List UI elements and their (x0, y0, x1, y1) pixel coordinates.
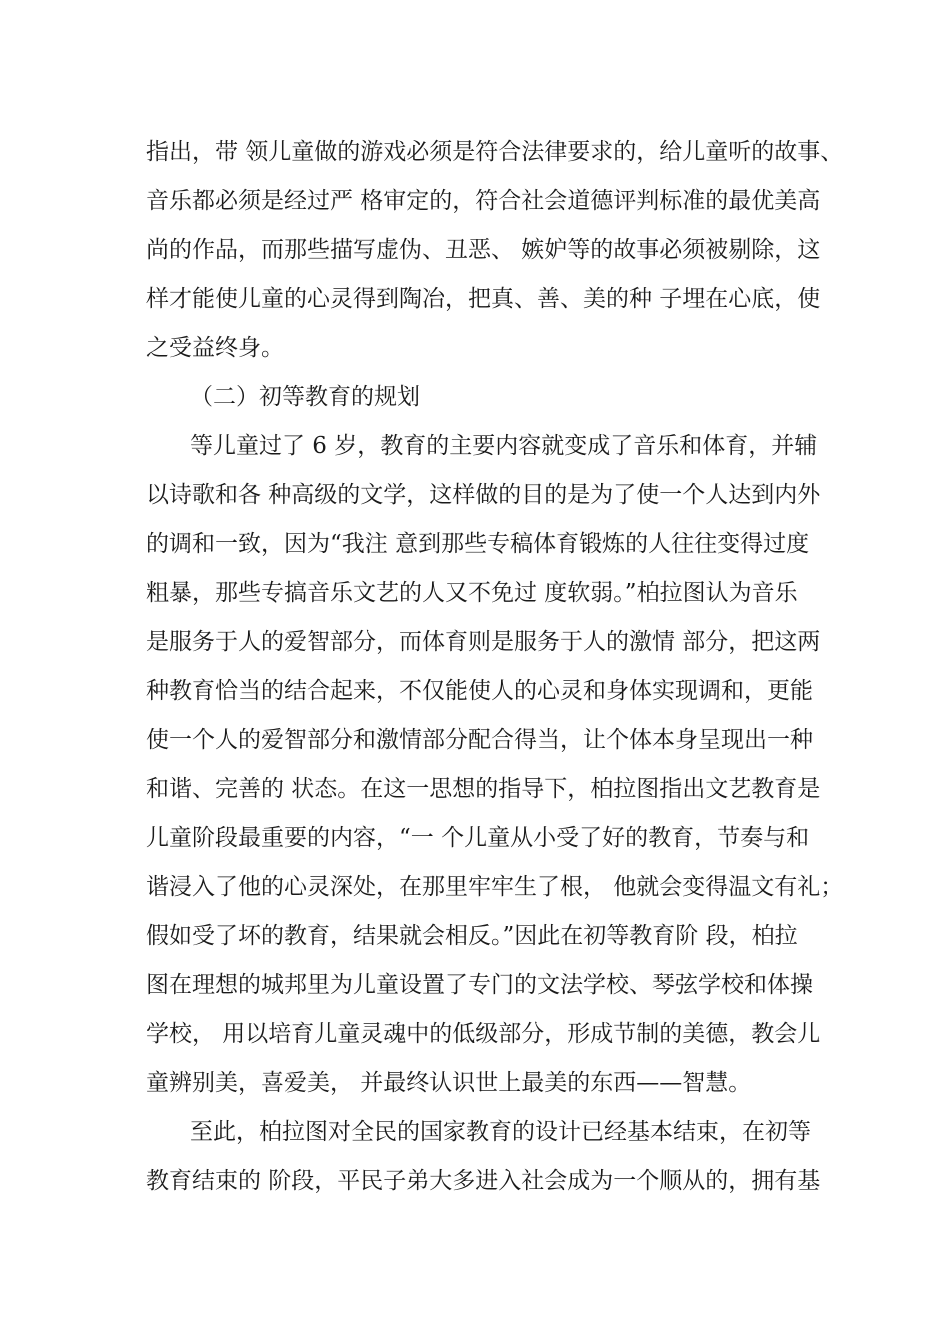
text-line: 等儿童过了 6 岁，教育的主要内容就变成了音乐和体育，并辅 (190, 433, 818, 459)
text-line: 音乐都必须是经过严 格审定的，符合社会道德评判标准的最优美高 (146, 188, 821, 214)
text-line: 学校， 用以培育儿童灵魂中的低级部分，形成节制的美德，教会儿 (146, 1021, 821, 1047)
text-line: 使一个人的爱智部分和激情部分配合得当，让个体本身呈现出一种 (146, 727, 813, 753)
text-line: 尚的作品，而那些描写虚伪、丑恶、 嫉妒等的故事必须被剔除，这 (146, 237, 821, 263)
text-line: 谐浸入了他的心灵深处，在那里牢牢生了根， 他就会变得温文有礼； (146, 874, 844, 900)
paragraph (146, 128, 844, 373)
heading-line: （二）初等教育的规划 (190, 384, 420, 410)
text-line: 教育结束的 阶段，平民子弟大多进入社会成为一个顺从的，拥有基 (146, 1168, 821, 1194)
text-line: 图在理想的城邦里为儿童设置了专门的文法学校、琴弦学校和体操 (146, 972, 813, 998)
text-line: 至此，柏拉图对全民的国家教育的设计已经基本结束，在初等 (190, 1119, 811, 1145)
paragraph (146, 1108, 836, 1206)
text-line: 的调和一致，因为“我注 意到那些专稿体育锻炼的人往往变得过度 (146, 531, 810, 557)
text-line: 儿童阶段最重要的内容，“一 个儿童从小受了好的教育，节奏与和 (146, 825, 810, 851)
text-line: 粗暴，那些专搞音乐文艺的人又不免过 度软弱。”柏拉图认为音乐 (146, 580, 798, 606)
paragraph (146, 422, 844, 1108)
text-line: 和谐、完善的 状态。在这一思想的指导下，柏拉图指出文艺教育是 (146, 776, 821, 802)
text-line: 假如受了坏的教育，结果就会相反。”因此在初等教育阶 段，柏拉 (146, 923, 798, 949)
text-line: 之受益终身。 (146, 335, 284, 361)
body-text (146, 128, 844, 1206)
text-line: 指出，带 领儿童做的游戏必须是符合法律要求的，给儿童听的故事、 (146, 139, 844, 165)
text-line: 种教育恰当的结合起来，不仅能使人的心灵和身体实现调和，更能 (146, 678, 813, 704)
text-line: 童辨别美，喜爱美， 并最终认识世上最美的东西——智慧。 (146, 1070, 752, 1096)
section-heading (146, 373, 836, 422)
text-line: 是服务于人的爱智部分，而体育则是服务于人的激情 部分，把这两 (146, 629, 821, 655)
text-line: 样才能使儿童的心灵得到陶冶，把真、善、美的种 子埋在心底，使 (146, 286, 821, 312)
text-line: 以诗歌和各 种高级的文学，这样做的目的是为了使一个人达到内外 (146, 482, 821, 508)
